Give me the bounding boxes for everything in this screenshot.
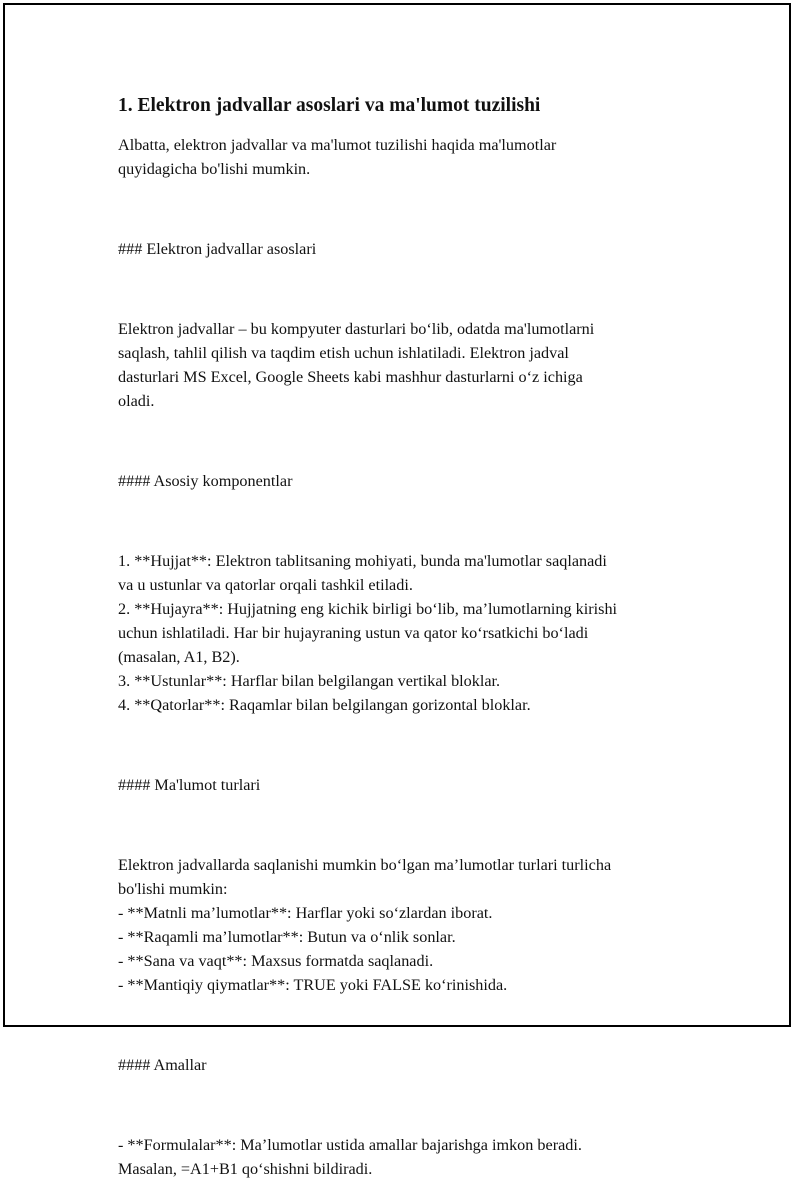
text-line: (masalan, A1, B2). (118, 648, 240, 666)
text-line: ### Elektron jadvallar asoslari (118, 240, 317, 258)
blank-line (118, 1093, 698, 1117)
text-line: Elektron jadvallar – bu kompyuter dasturlari bo‘lib, odatda ma'lumotlarni (118, 320, 595, 338)
blank-line (118, 429, 698, 453)
text-line: 2. **Hujayra**: Hujjatning eng kichik birligi bo‘lib, ma’lumotlarning kirishi (118, 600, 618, 618)
document-lines (118, 133, 698, 1181)
text-line: uchun ishlatiladi. Har bir hujayraning ustun va qator ko‘rsatkichi bo‘ladi (118, 624, 589, 642)
text-line: - **Raqamli ma’lumotlar**: Butun va o‘nlik sonlar. (118, 928, 456, 946)
text-line: quyidagicha bo'lishi mumkin. (118, 160, 311, 178)
document-body (118, 92, 698, 1181)
text-line: 4. **Qatorlar**: Raqamlar bilan belgilangan gorizontal bloklar. (118, 696, 531, 714)
text-line: - **Mantiqiy qiymatlar**: TRUE yoki FALSE ko‘rinishida. (118, 976, 508, 994)
text-line: Elektron jadvallarda saqlanishi mumkin bo‘lgan ma’lumotlar turlari turlicha (118, 856, 612, 874)
text-line: saqlash, tahlil qilish va taqdim etish uchun ishlatiladi. Elektron jadval (118, 344, 569, 362)
document-title: 1. Elektron jadvallar asoslari va ma'lumot tuzilishi (118, 95, 541, 116)
blank-line (118, 277, 698, 301)
text-line: oladi. (118, 392, 155, 410)
text-line: #### Asosiy komponentlar (118, 472, 293, 490)
text-line: bo'lishi mumkin: (118, 880, 228, 898)
text-line: 1. **Hujjat**: Elektron tablitsaning mohiyati, bunda ma'lumotlar saqlanadi (118, 552, 607, 570)
blank-line (118, 509, 698, 533)
text-line: 3. **Ustunlar**: Harflar bilan belgilangan vertikal bloklar. (118, 672, 501, 690)
text-line: - **Matnli ma’lumotlar**: Harflar yoki so‘zlardan iborat. (118, 904, 493, 922)
text-line: - **Sana va vaqt**: Maxsus formatda saqlanadi. (118, 952, 434, 970)
blank-line (118, 1013, 698, 1037)
text-line: dasturlari MS Excel, Google Sheets kabi mashhur dasturlarni o‘z ichiga (118, 368, 583, 386)
text-line: #### Ma'lumot turlari (118, 776, 261, 794)
text-line: Masalan, =A1+B1 qo‘shishni bildiradi. (118, 1160, 373, 1178)
text-line: - **Formulalar**: Ma’lumotlar ustida amallar bajarishga imkon beradi. (118, 1136, 582, 1154)
blank-line (118, 197, 698, 221)
text-line: #### Amallar (118, 1056, 207, 1074)
blank-line (118, 813, 698, 837)
blank-line (118, 733, 698, 757)
text-line: va u ustunlar va qatorlar orqali tashkil etiladi. (118, 576, 413, 594)
text-line: Albatta, elektron jadvallar va ma'lumot tuzilishi haqida ma'lumotlar (118, 136, 557, 154)
